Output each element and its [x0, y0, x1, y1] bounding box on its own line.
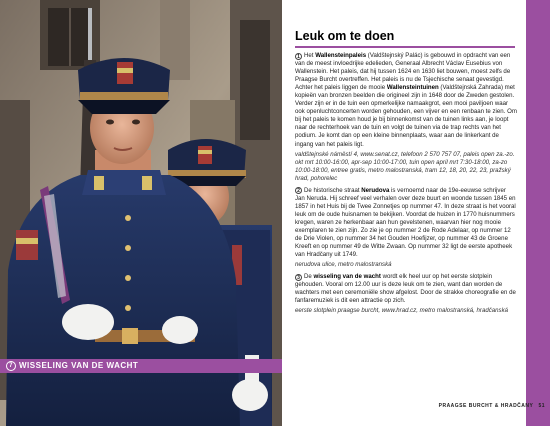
event-name-wisseling: wisseling van de wacht	[313, 273, 381, 281]
title-divider	[295, 46, 515, 48]
text-run: De	[304, 273, 314, 281]
photo-caption-bar	[0, 359, 282, 373]
text-run: wordt elk heel uur op het eerste slotplein gehouden. Vooral om 12.00 uur is deze leuk om te zien, want dan worden de wachters met een ceremoniële show afgelost. Door de strakke choreografie en de fanfaremuziek is dit een attractie op zich.	[295, 273, 516, 305]
footer-section: PRAAGSE BURCHT & HRADČANY	[438, 403, 534, 409]
text-run: Het	[304, 52, 316, 59]
caption-label: WISSELING VAN DE WACHT	[19, 361, 139, 370]
caption-number-badge: 7	[6, 361, 16, 371]
page-edge-strip	[526, 0, 550, 426]
text-run: is vernoemd naar de 19e-eeuwse schrijver Jan Neruda. Hij schreef veel verhalen over deze buurt en woonde tussen 1845 en 1857 in het Huis bij de Twee Zonnetjes op nummer 47. In deze straat is het vooral leuk om de oude huisnamen te bekijken. Voordat de huizen in 1770 huisnummers kregen, waren ze herkenbaar aan hun gevelstenen, waarvan hier nog mooie exemplaren te zien zijn. Zo zie je op nummer 2 de Rode Adelaar, op nummer 12 de Drie Violen, op nummer 34 het Gouden Hoefijzer, op nummer 43 de Groene Kreeft en op nummer 49 de Witte Zwaan. Op nummer 32 ligt de eerste apotheek van Hradčany uit 1749.	[295, 186, 516, 259]
info-wisseling: eerste slotplein praagse burcht, www.hrad.cz, metro malostranská, hradčanská	[295, 307, 509, 315]
footer-separator: ▪	[535, 403, 538, 409]
paragraph-nerudova	[295, 187, 517, 259]
page-number: 51	[538, 403, 545, 409]
paragraph-wisseling	[295, 273, 517, 305]
paragraph-wallenstein	[295, 52, 517, 149]
text-run: (Valdštejnský Palác) is gebouwd in opdracht van een van de meest invloedrijke edelieden, Generaal Albrecht Václav Eusebius von Wallenstein. Het paleis, dat hij tussen 1624 en 1630 liet bouwen, moest zelfs de Praagse Burcht overtreffen. Het paleis is nu de Tsjechische senaat gevestigd. Achter het paleis liggen de mooie	[295, 52, 511, 92]
number-badge-1: 1	[295, 53, 302, 60]
section-body	[295, 52, 517, 315]
info-wallenstein: valdštejnské náměstí 4, www.senat.cz, telefoon 2 570 757 07, paleis open za.-zo. okt mrt 10:00-16:00, apr-sep 10:00-17:00, tuin open april mrt 7:30-18:00, za-zo 10:00-18:00, entree gratis, metro malostranská, tram 12, 18, 20, 22, 23, pražský hrad, pohorelec	[295, 150, 515, 182]
photo-caption	[6, 360, 138, 372]
page-footer	[439, 403, 545, 409]
text-run: De historische straat	[304, 186, 362, 194]
place-name-nerudova: Nerudova	[361, 186, 390, 194]
place-name-wallensteinpaleis: Wallensteinpaleis	[315, 52, 367, 59]
info-nerudova: nerudova ulice, metro malostranská	[295, 261, 392, 269]
text-run: (Valdštejnská Zahrada) met kopieën van bronzen beelden die origineel zijn in 1648 door de Zweden gestolen. Verder zijn er in de tuin een opmerkelijke namaakgrot, een mooi paviljoen waar ook openluchtconcerten worden gehouden, een vijver en een renbaan te zien. Om bij het paleis te komen houd je bij binnenkomst van de tuinen links aan, je loopt naar de rechterhoek van de tuin en volgt de tuinen via de trap rechts van het podium. Je komt dan op een kleine binnenplaats, waar aan de linkerkant de ingang van het paleis ligt.	[295, 84, 517, 148]
text-page	[282, 0, 526, 426]
place-name-wallensteintuinen: Wallensteintuinen	[386, 84, 439, 92]
section-title: Leuk om te doen	[295, 29, 395, 43]
number-badge-2: 2	[295, 187, 302, 194]
number-badge-3: 3	[295, 274, 302, 281]
